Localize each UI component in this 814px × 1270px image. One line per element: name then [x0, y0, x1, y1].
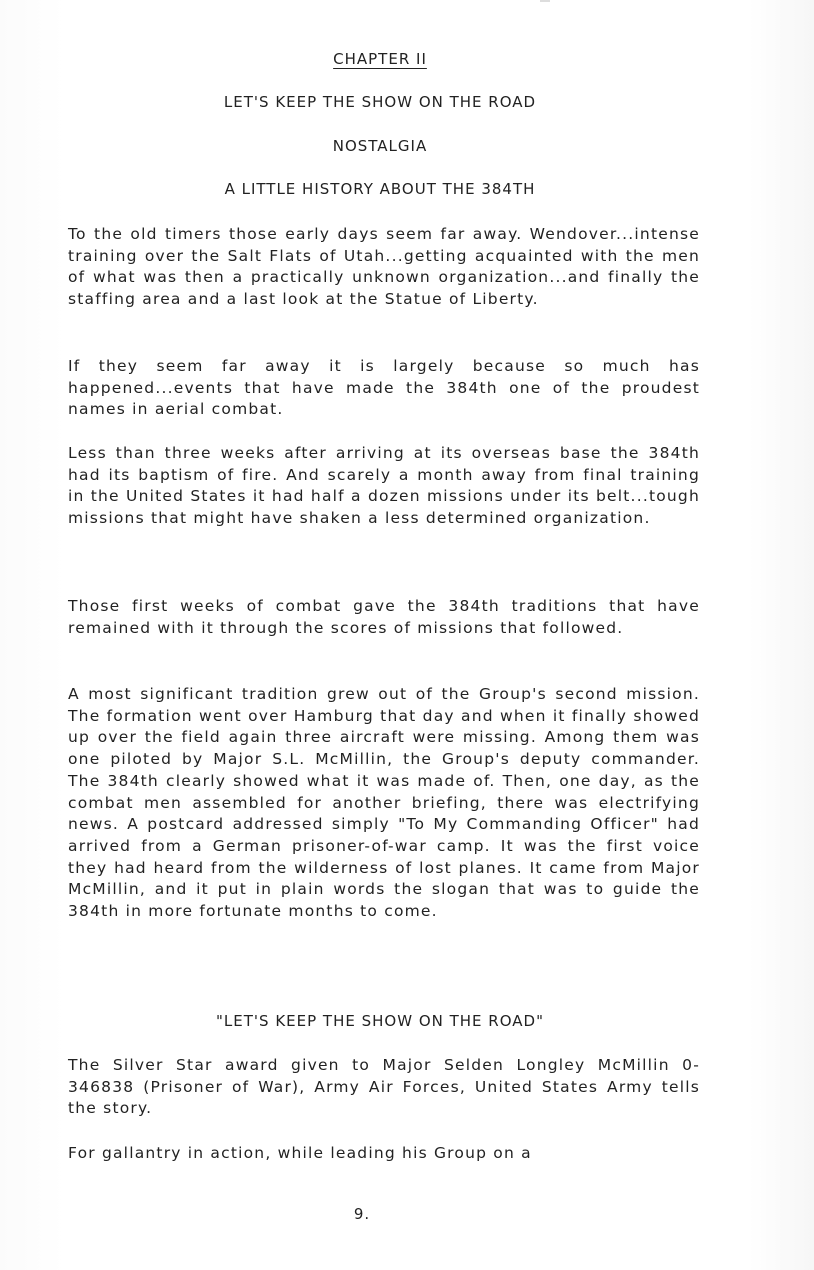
paragraph: For gallantry in action, while leading his Group on a: [68, 1144, 532, 1162]
paragraph: If they seem far away it is largely because so much has happened...events that have made the 384th one of the proudest names in aerial combat.: [68, 357, 700, 419]
section-title: A LITTLE HISTORY ABOUT THE 384TH: [224, 180, 536, 198]
paragraph: Less than three weeks after arriving at its overseas base the 384th had its baptism of fire. And scarely a month away from final training in the United States it had half a dozen missions under its belt...tough missions that might have shaken a less determined organization.: [68, 444, 700, 528]
chapter-subtitle: NOSTALGIA: [332, 137, 428, 155]
paragraph: The Silver Star award given to Major Selden Longley McMillin 0-346838 (Prisoner of War), Army Air Forces, United States Army tells the story.: [68, 1056, 700, 1118]
chapter-title: LET'S KEEP THE SHOW ON THE ROAD: [223, 93, 537, 111]
paragraph: A most significant tradition grew out of the Group's second mission. The formation went over Hamburg that day and when it finally showed up over the field again three aircraft were missing. Among them was one piloted by Major S.L. McMillin, the Group's deputy commander. The 384th clearly showed what it was made of. Then, one day, as the combat men assembled for another briefing, there was electrifying news. A postcard addressed simply "To My Commanding Officer" had arrived from a German prisoner-of-war camp. It was the first voice they had heard from the wilderness of lost planes. It came from Major McMillin, and it put in plain words the slogan that was to guide the 384th in more fortunate months to come.: [68, 685, 700, 921]
scan-artifact: [540, 0, 550, 2]
page-number: 9.: [353, 1205, 371, 1223]
paragraph: Those first weeks of combat gave the 384th traditions that have remained with it through the scores of missions that followed.: [68, 597, 700, 637]
slogan-heading: "LET'S KEEP THE SHOW ON THE ROAD": [216, 1012, 544, 1030]
chapter-heading: CHAPTER II: [333, 50, 427, 68]
paragraph: To the old timers those early days seem far away. Wendover...intense training over the Salt Flats of Utah...getting acquainted with the men of what was then a practically unknown organization...and finally the staffing area and a last look at the Statue of Liberty.: [68, 225, 700, 309]
